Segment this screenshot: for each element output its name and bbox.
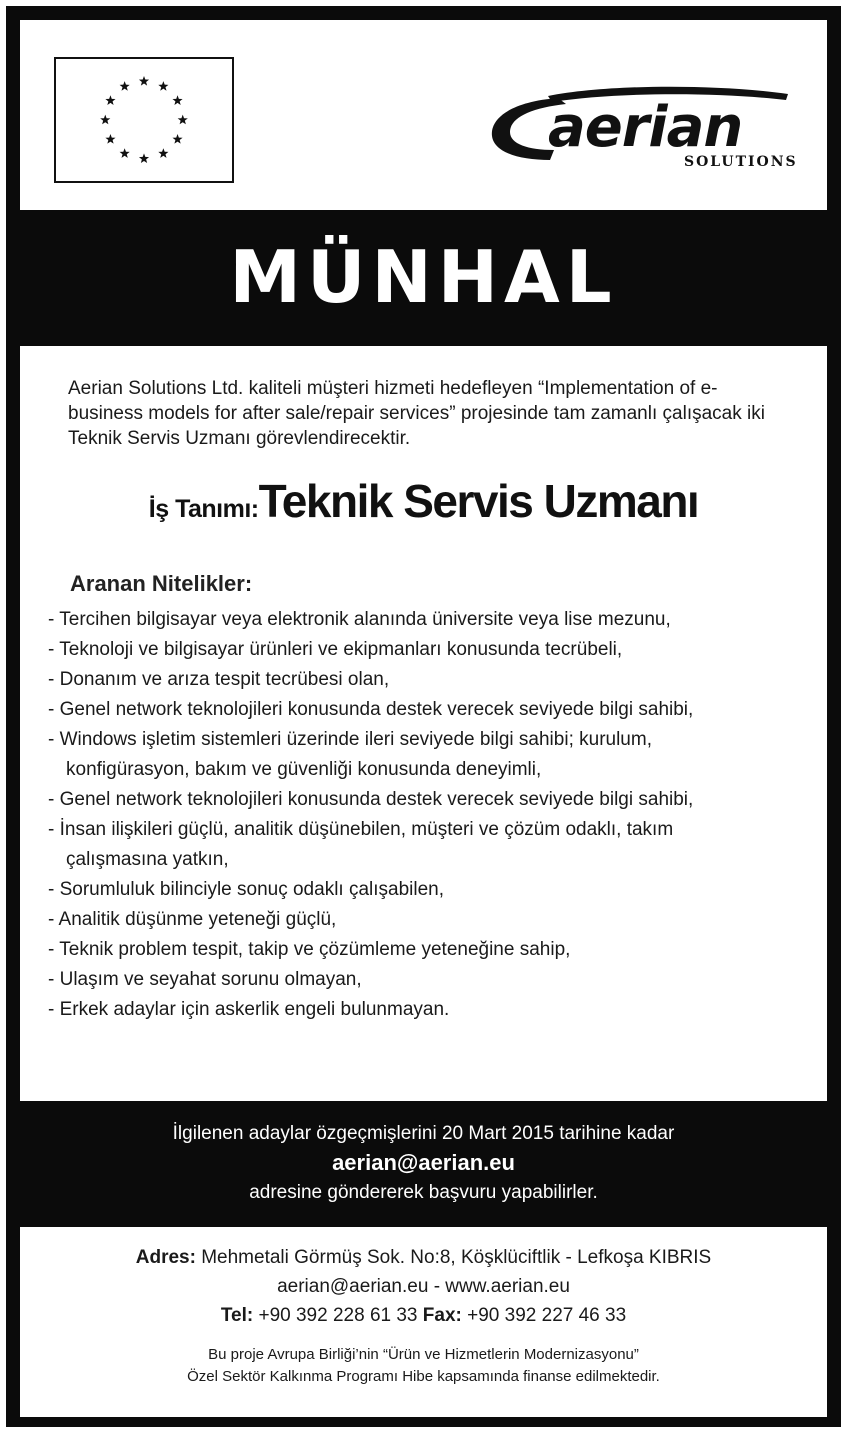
eu-star-icon (139, 153, 149, 163)
header-panel (20, 20, 827, 210)
logo-brand-text: aerian (548, 95, 743, 160)
aerian-logo-icon (488, 80, 818, 170)
advertisement-frame (6, 6, 841, 1427)
eu-star-icon (105, 95, 115, 105)
apply-deadline-text: İlgilenen adaylar özgeçmişlerini 20 Mart 2015 tarihine kadar (172, 1123, 675, 1144)
contact-panel (20, 1227, 827, 1417)
funding-line-1: Bu proje Avrupa Birliği’nin “Ürün ve Hizmetlerin Modernizasyonu” (208, 1346, 639, 1363)
requirement-item: - Teknoloji ve bilgisayar ürünleri ve ekipmanları konusunda tecrübeli, (48, 639, 623, 660)
eu-star-icon (120, 148, 130, 158)
fax-label: Fax: (422, 1305, 462, 1326)
requirement-item: - Genel network teknolojileri konusunda destek verecek seviyede bilgi sahibi, (48, 789, 694, 810)
funding-line-2: Özel Sektör Kalkınma Programı Hibe kapsamında finanse edilmektedir. (187, 1368, 660, 1385)
eu-star-icon (172, 95, 182, 105)
eu-star-icon (120, 81, 130, 91)
eu-star-icon (172, 134, 182, 144)
requirement-item: - Windows işletim sistemleri üzerinde ileri seviyede bilgi sahibi; kurulum, konfigürasyon, bakım ve güvenliği konusunda deneyimli, (48, 729, 652, 780)
eu-star-icon (178, 115, 188, 125)
apply-email-link[interactable]: aerian@aerian.eu (332, 1150, 515, 1175)
body-panel (20, 346, 827, 1101)
requirement-item: - Donanım ve arıza tespit tecrübesi olan, (48, 669, 390, 690)
eu-flag-icon (54, 57, 234, 183)
requirement-item: - Genel network teknolojileri konusunda destek verecek seviyede bilgi sahibi, (48, 699, 694, 720)
job-name: Teknik Servis Uzmanı (258, 475, 699, 527)
requirement-item: - Analitik düşünme yeteneği güçlü, (48, 909, 337, 930)
tel-number: +90 392 228 61 33 (258, 1305, 418, 1326)
requirement-item: - Sorumluluk bilinciyle sonuç odaklı çalışabilen, (48, 879, 445, 900)
address-text: Mehmetali Görmüş Sok. No:8, Köşklüciftlik - Lefkoşa KIBRIS (201, 1247, 712, 1268)
requirement-item: - Teknik problem tespit, takip ve çözümleme yeteneğine sahip, (48, 939, 571, 960)
requirement-item: - İnsan ilişkileri güçlü, analitik düşünebilen, müşteri ve çözüm odaklı, takım çalışmasına yatkın, (48, 819, 674, 870)
requirements-list (48, 605, 818, 1025)
tel-label: Tel: (220, 1305, 254, 1326)
eu-star-icon (100, 115, 110, 125)
funding-note (20, 1344, 827, 1388)
job-label: İş Tanımı: (148, 495, 259, 523)
eu-star-icon (158, 81, 168, 91)
eu-star-icon (105, 134, 115, 144)
intro-paragraph: Aerian Solutions Ltd. kaliteli müşteri hizmeti hedefleyen “Implementation of e-business models for after sale/repair services” projesinde tam zamanlı çalışacak iki Teknik Servis Uzmanı görevlendirecektir. (68, 378, 765, 449)
application-band (20, 1109, 827, 1219)
address-line (20, 1243, 827, 1272)
requirement-item: - Ulaşım ve seyahat sorunu olmayan, (48, 969, 362, 990)
eu-star-icon (158, 148, 168, 158)
requirement-item: - Erkek adaylar için askerlik engeli bulunmayan. (48, 999, 450, 1020)
job-title (20, 474, 827, 528)
page-title: MÜNHAL (229, 235, 618, 319)
title-band (20, 210, 827, 338)
apply-instructions-text: adresine göndererek başvuru yapabilirler. (249, 1182, 598, 1203)
fax-number: +90 392 227 46 33 (467, 1305, 627, 1326)
phone-line (20, 1301, 827, 1330)
requirements-heading: Aranan Nitelikler: (70, 571, 253, 596)
web-contact-line[interactable]: aerian@aerian.eu - www.aerian.eu (277, 1276, 570, 1297)
eu-star-icon (139, 76, 149, 86)
logo-tagline-text: SOLUTIONS (684, 154, 798, 170)
address-label: Adres: (135, 1247, 196, 1268)
requirement-item: - Tercihen bilgisayar veya elektronik alanında üniversite veya lise mezunu, (48, 609, 671, 630)
